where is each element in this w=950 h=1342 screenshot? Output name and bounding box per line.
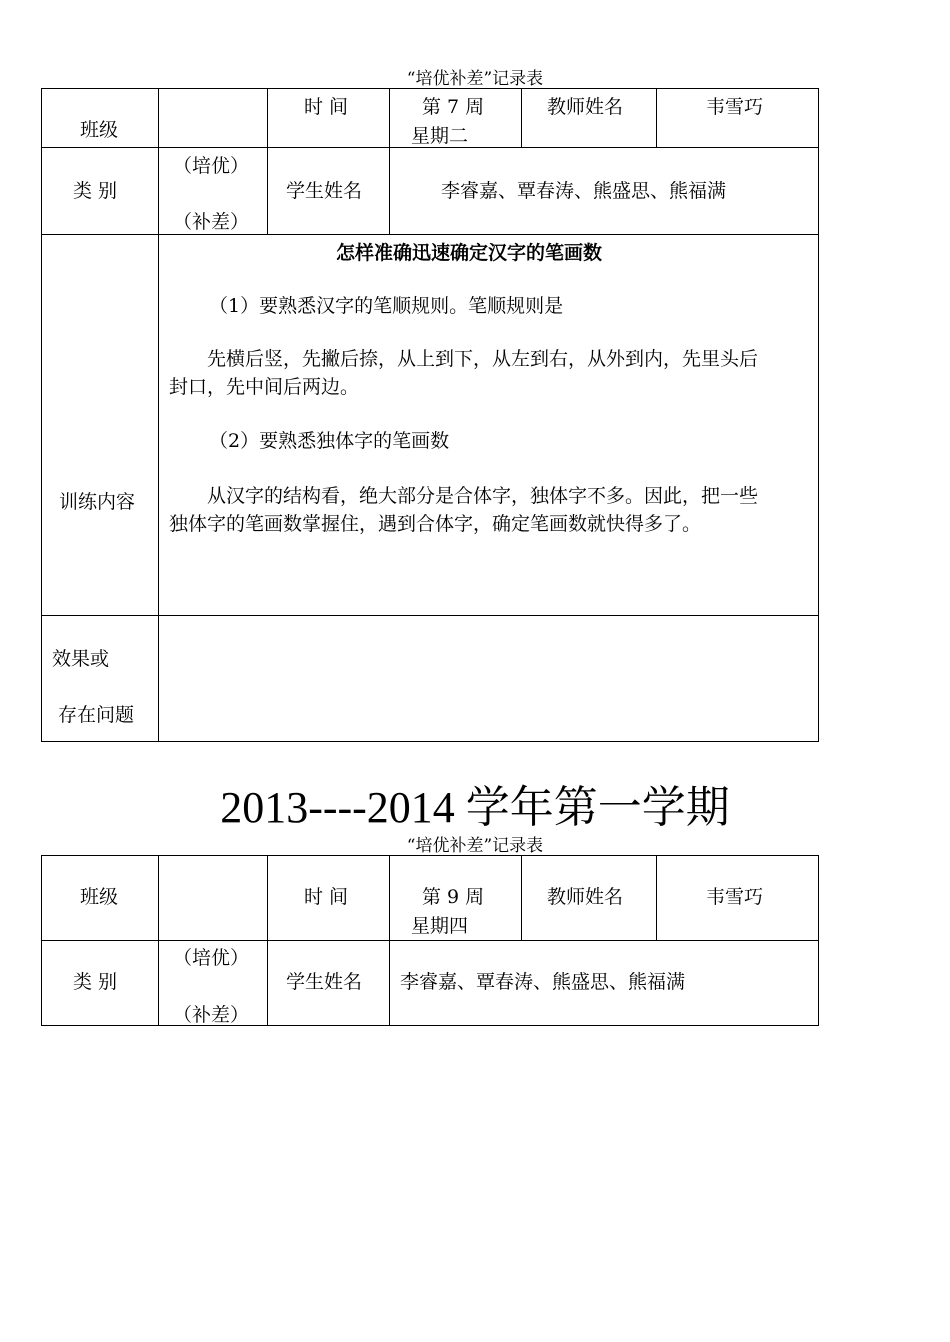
form2-student-label-cell bbox=[268, 941, 390, 1026]
form1-training-label-cell bbox=[42, 235, 159, 616]
form1-student-label: 学生姓名 bbox=[286, 180, 363, 202]
form1-teacher-name-cell bbox=[657, 89, 819, 148]
form1-student-label-cell bbox=[268, 148, 390, 235]
form1-class-value-cell bbox=[159, 89, 268, 148]
form1-teacher-label-cell bbox=[522, 89, 657, 148]
form1-category-options-cell bbox=[159, 148, 268, 235]
form1-category-label: 类 别 bbox=[73, 180, 118, 202]
form1-effect-label-line1: 效果或 bbox=[52, 648, 110, 670]
form2-teacher-label-cell bbox=[522, 856, 657, 941]
form2-category-option-peiyou: （培优） bbox=[173, 947, 250, 969]
form2-class-label-cell bbox=[42, 856, 159, 941]
form1-class-label-cell bbox=[42, 89, 159, 148]
form1-caption: “培优补差”记录表 bbox=[406, 69, 544, 89]
form2-time-value-cell bbox=[390, 856, 522, 941]
form1-content-rule-line1: 先横后竖，先撇后捺，从上到下，从左到右，从外到内，先里头后 bbox=[207, 348, 759, 370]
form2-table bbox=[41, 855, 819, 1026]
form1-content-single-line2: 独体字的笔画数掌握住，遇到合体字，确定笔画数就快得多了。 bbox=[169, 513, 702, 535]
form2-category-label-cell bbox=[42, 941, 159, 1026]
form2-category-option-bucha: （补差） bbox=[173, 1004, 250, 1026]
form1-teacher-label: 教师姓名 bbox=[547, 96, 624, 118]
form2-student-label: 学生姓名 bbox=[286, 971, 363, 993]
semester-title: 2013----2014 学年第一学期 bbox=[220, 783, 730, 832]
form2-weekday: 星期四 bbox=[411, 915, 469, 937]
form1-weekday: 星期二 bbox=[411, 125, 469, 147]
form2-student-names: 李睿嘉、覃春涛、熊盛思、熊福满 bbox=[400, 971, 686, 993]
form1-category-option-bucha: （补差） bbox=[173, 211, 250, 233]
form1-class-label: 班级 bbox=[80, 119, 119, 141]
form1-content-title: 怎样准确迅速确定汉字的笔画数 bbox=[336, 242, 603, 264]
form2-class-value-cell bbox=[159, 856, 268, 941]
form1-effect-label-line2: 存在问题 bbox=[58, 704, 135, 726]
form1-category-label-cell bbox=[42, 148, 159, 235]
form1-effect-value-cell bbox=[159, 616, 819, 742]
form1-student-names: 李睿嘉、覃春涛、熊盛思、熊福满 bbox=[441, 180, 727, 202]
form1-category-option-peiyou: （培优） bbox=[173, 155, 250, 177]
form1-content-rule-line2: 封口，先中间后两边。 bbox=[169, 376, 360, 398]
form1-time-label: 时 间 bbox=[304, 96, 349, 118]
form1-training-label: 训练内容 bbox=[59, 491, 136, 513]
form1-time-value-cell bbox=[390, 89, 522, 148]
form1-student-names-cell bbox=[390, 148, 819, 235]
form2-category-options-cell bbox=[159, 941, 268, 1026]
form1-table bbox=[41, 88, 819, 742]
form2-teacher-name: 韦雪巧 bbox=[706, 886, 764, 908]
form1-content-single-heading: （2）要熟悉独体字的笔画数 bbox=[209, 430, 450, 452]
form1-content-rule-heading: （1）要熟悉汉字的笔顺规则。笔顺规则是 bbox=[209, 295, 564, 317]
form1-teacher-name: 韦雪巧 bbox=[706, 96, 764, 118]
form1-time-label-cell bbox=[268, 89, 390, 148]
form2-caption: “培优补差”记录表 bbox=[406, 836, 544, 856]
form2-week: 第 9 周 bbox=[422, 886, 485, 908]
form2-teacher-name-cell bbox=[657, 856, 819, 941]
form2-category-label: 类 别 bbox=[73, 971, 118, 993]
form1-content-single-line1: 从汉字的结构看，绝大部分是合体字，独体字不多。因此，把一些 bbox=[207, 485, 759, 507]
form2-time-label: 时 间 bbox=[304, 886, 349, 908]
form2-teacher-label: 教师姓名 bbox=[547, 886, 624, 908]
form2-student-names-cell bbox=[390, 941, 819, 1026]
form2-time-label-cell bbox=[268, 856, 390, 941]
form1-week: 第 7 周 bbox=[422, 96, 485, 118]
form1-effect-label-cell bbox=[42, 616, 159, 742]
form2-class-label: 班级 bbox=[80, 886, 119, 908]
form1-training-content-cell bbox=[159, 235, 819, 616]
